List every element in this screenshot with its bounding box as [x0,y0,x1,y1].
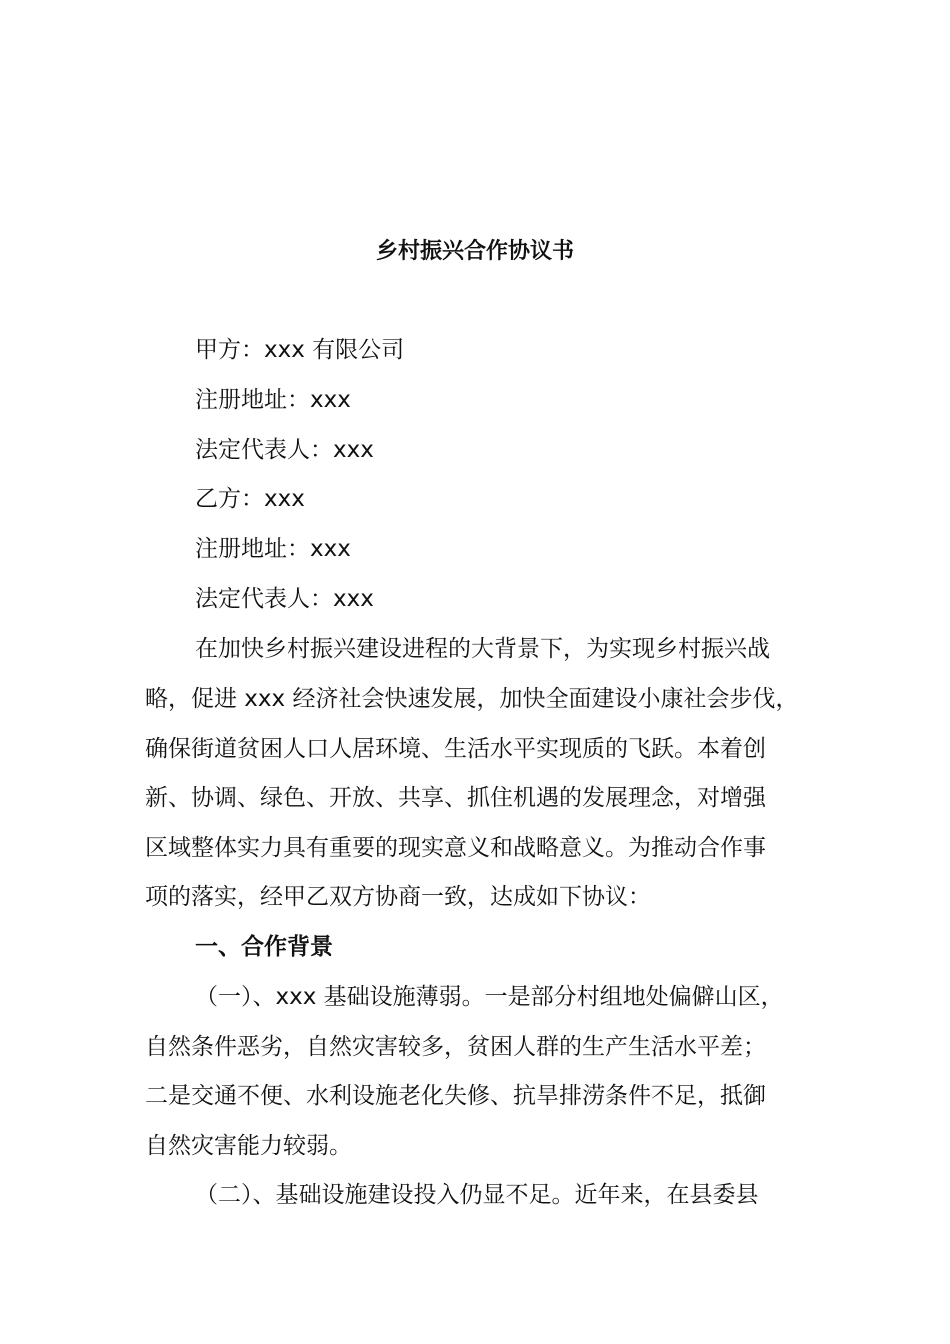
section-heading: 一、合作背景 [195,934,333,960]
preamble-line: 确保街道贫困人口人居环境、生活水平实现质的飞跃。本着创 [145,736,766,762]
preamble-line: 新、协调、绿色、开放、共享、抓住机遇的发展理念，对增强 [145,785,766,811]
item-line: 二是交通不便、水利设施老化失修、抗旱排涝条件不足，抵御 [145,1083,766,1109]
party-b-representative: 法定代表人：xxx [195,586,374,612]
item-line: （二）、基础设施建设投入仍显不足。近年来，在县委县 [195,1182,759,1208]
preamble-line: 略，促进 xxx 经济社会快速发展，加快全面建设小康社会步伐， [145,686,799,712]
preamble-line: 区域整体实力具有重要的现实意义和战略意义。为推动合作事 [145,835,766,861]
party-a-name: 甲方：xxx 有限公司 [195,337,405,363]
preamble-line: 项的落实，经甲乙双方协商一致，达成如下协议： [145,884,651,910]
party-a-address: 注册地址：xxx [195,387,351,413]
item-line: 自然灾害能力较弱。 [145,1133,352,1159]
item-line: （一）、xxx 基础设施薄弱。一是部分村组地处偏僻山区， [195,984,784,1010]
item-line: 自然条件恶劣，自然灾害较多，贫困人群的生产生活水平差； [145,1034,766,1060]
party-b-name: 乙方：xxx [195,486,305,512]
preamble-line: 在加快乡村振兴建设进程的大背景下，为实现乡村振兴战 [195,636,770,662]
party-b-address: 注册地址：xxx [195,536,351,562]
document-title: 乡村振兴合作协议书 [375,239,574,264]
party-a-representative: 法定代表人：xxx [195,437,374,463]
